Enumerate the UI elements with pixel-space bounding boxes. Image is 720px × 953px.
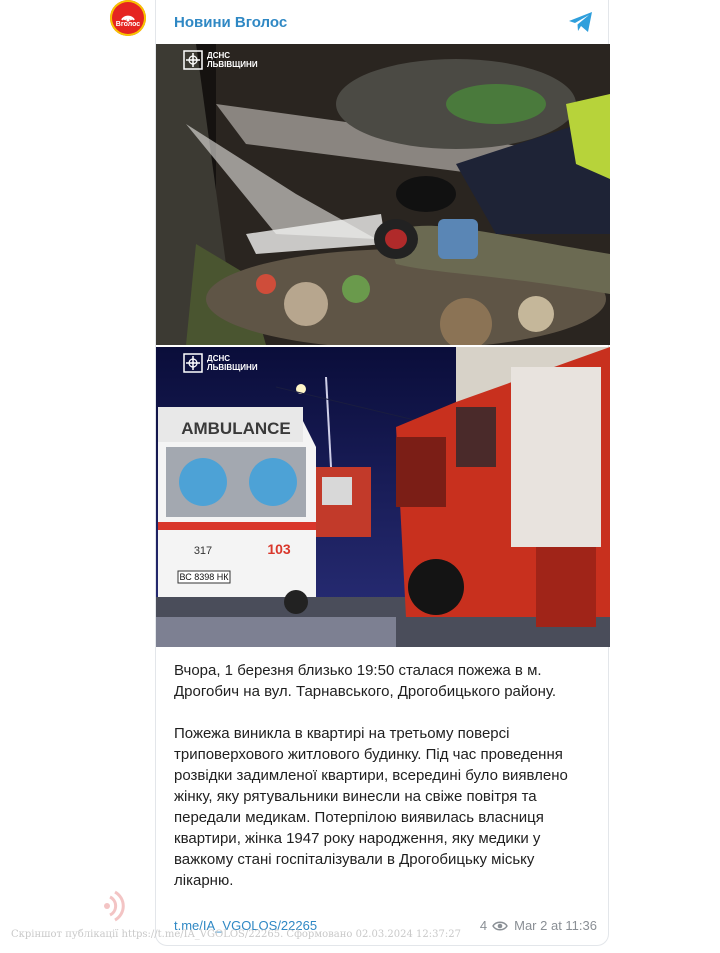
channel-name[interactable]: Новини Вголос [174, 14, 288, 31]
post-photo-ambulance-firetruck[interactable] [156, 347, 610, 647]
vehicle-number-right: 103 [267, 541, 291, 557]
dsns-line2: ЛЬВІВЩИНИ [207, 60, 258, 69]
post-time[interactable]: Mar 2 at 11:36 [514, 918, 597, 933]
dsns-emblem-icon [182, 352, 204, 374]
broadcast-icon [119, 8, 137, 22]
dsns-watermark [182, 352, 258, 374]
vehicle-number-left: 317 [193, 545, 213, 557]
sound-wave-icon [104, 887, 128, 925]
ambulance-label: AMBULANCE [181, 419, 291, 438]
screenshot-watermark: Скріншот публікації https://t.me/IA_VGOLOS/22265. Сформовано 02.03.2024 12:37:27 [11, 929, 461, 940]
post-link[interactable]: t.me/IA_VGOLOS/22265 [174, 918, 318, 933]
post-photo-fire-debris[interactable] [156, 44, 610, 345]
post-card [155, 0, 609, 946]
plate-text: ВС 8398 НК [179, 572, 229, 582]
telegram-icon[interactable] [568, 11, 594, 33]
post-header [156, 0, 608, 44]
avatar-brand-text: Вголос [115, 21, 141, 28]
post-meta [480, 918, 597, 933]
dsns-line1: ДСНС [207, 354, 231, 363]
post-text [174, 660, 594, 912]
dsns-emblem-icon [182, 49, 204, 71]
post-paragraph-2: Пожежа виникла в квартирі на третьому поверсі триповерхового житлового будинку. Під час проведення розвідки задимленої квартири, всередині було виявлено жінку, яку рятувальники винесли на свіже повітря та передали медикам. Потерпілою виявилась власниця квартири, жінка 1947 року народження, яку медики у важкому стані госпіталізували в Дрогобицьку міську лікарню. [174, 725, 568, 889]
eye-icon [492, 920, 508, 932]
dsns-line2: ЛЬВІВЩИНИ [207, 363, 258, 372]
view-count: 4 [479, 918, 488, 933]
post-paragraph-1: Вчора, 1 березня близько 19:50 сталася пожежа в м. Дрогобич на вул. Тарнавського, Дрогобицького району. [174, 662, 557, 700]
dsns-watermark [182, 49, 258, 71]
dsns-line1: ДСНС [207, 51, 231, 60]
channel-avatar[interactable] [110, 0, 146, 36]
